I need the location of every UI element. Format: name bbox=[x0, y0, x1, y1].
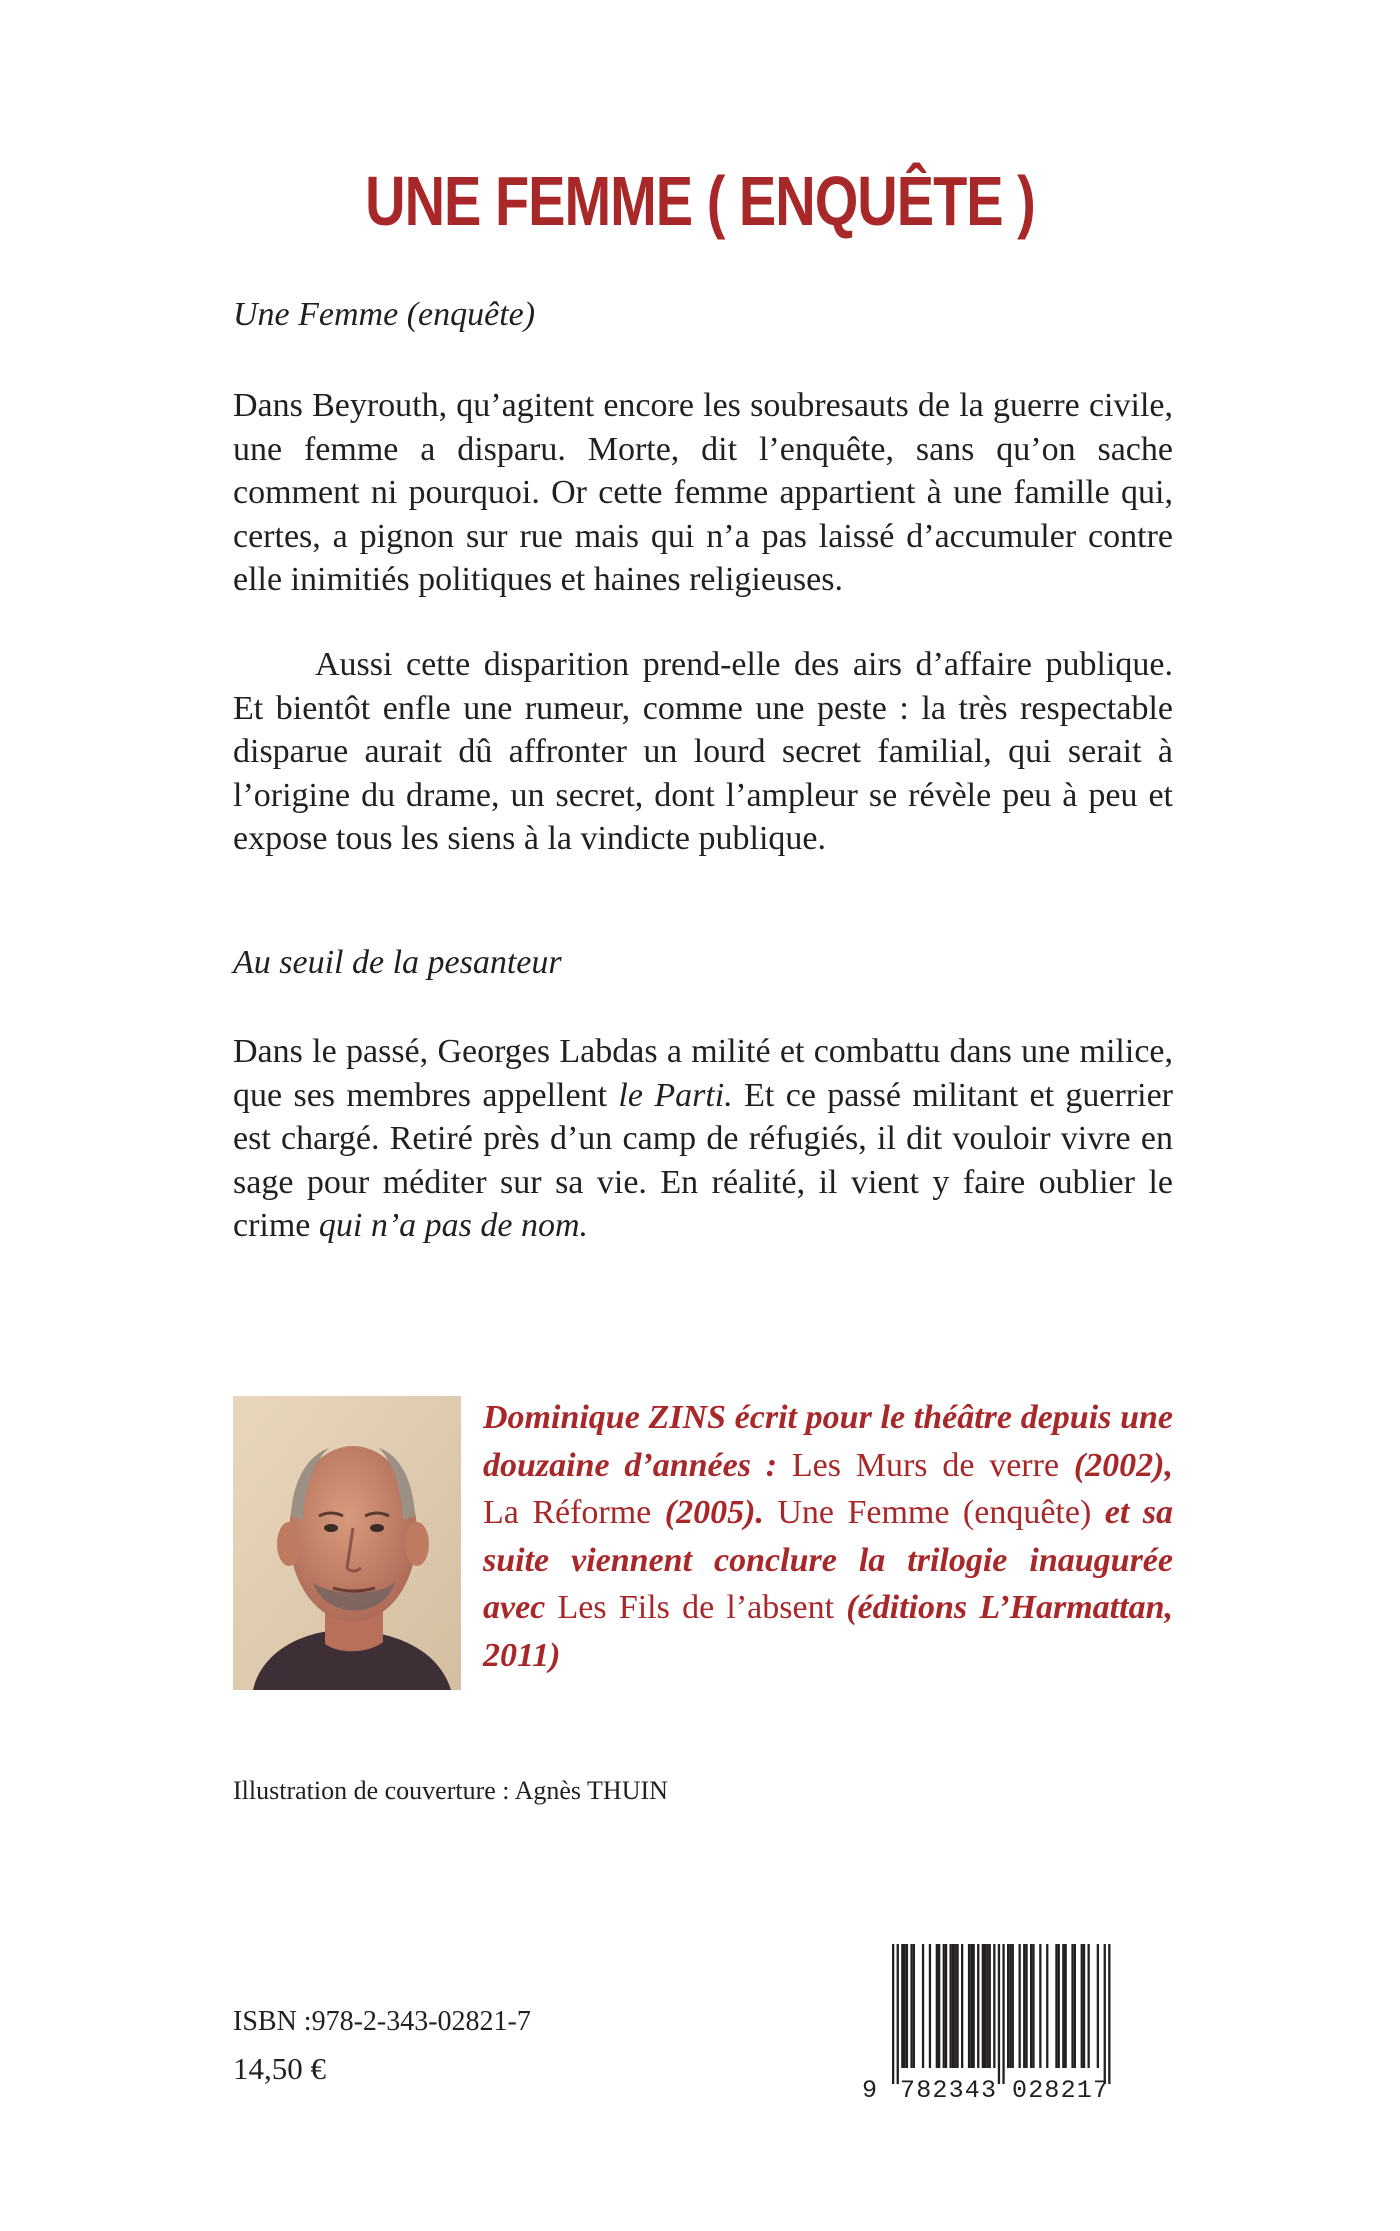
bio-text-run: Une Femme (enquête) bbox=[763, 1494, 1105, 1532]
barcode-bar bbox=[913, 1944, 915, 2068]
barcode-bar bbox=[970, 1944, 972, 2068]
barcode-bar bbox=[1104, 1944, 1106, 2084]
barcode-bar bbox=[910, 1944, 912, 2068]
bio-text-run: Les Murs de verre bbox=[777, 1446, 1074, 1484]
italic-text-run: le Parti. bbox=[618, 1076, 733, 1114]
barcode-bar bbox=[1062, 1944, 1064, 2068]
barcode-right-digits: 028217 bbox=[1012, 2076, 1110, 2099]
barcode-bar bbox=[901, 1944, 903, 2068]
barcode-bar bbox=[936, 1944, 938, 2068]
barcode-bar bbox=[892, 1944, 894, 2084]
barcode-bar bbox=[1071, 1944, 1073, 2068]
barcode-bar bbox=[977, 1944, 979, 2068]
bio-text-run: et sa suite viennent conclure la trilogie inaugurée avec bbox=[483, 1494, 1173, 1627]
barcode bbox=[862, 1940, 1139, 2099]
barcode-bar bbox=[1081, 1944, 1083, 2068]
barcode-bar bbox=[1074, 1944, 1076, 2068]
barcode-bar bbox=[986, 1944, 988, 2068]
barcode-bar bbox=[897, 1944, 899, 2084]
barcode-bar bbox=[1108, 1944, 1110, 2084]
barcode-bar bbox=[961, 1944, 963, 2068]
author-photo bbox=[233, 1396, 461, 1690]
barcode-bar bbox=[993, 1944, 995, 2068]
barcode-bar bbox=[998, 1944, 1000, 2084]
italic-text-run: qui n’a pas de nom. bbox=[318, 1207, 589, 1245]
barcode-bar bbox=[968, 1944, 970, 2068]
barcode-bar bbox=[1032, 1944, 1034, 2068]
barcode-bar bbox=[943, 1944, 945, 2068]
barcode-bar bbox=[1025, 1944, 1027, 2068]
barcode-bar bbox=[950, 1944, 952, 2068]
barcode-bar bbox=[1009, 1944, 1011, 2068]
barcode-bar bbox=[1023, 1944, 1025, 2068]
text-run: Dans le passé, Georges Labdas a milité et combattu dans une milice, que ses membres appellent bbox=[233, 1033, 1173, 1114]
section-heading-une-femme: Une Femme (enquête) bbox=[233, 296, 536, 333]
bio-text-run: Dominique ZINS écrit pour le théâtre depuis une douzaine d’années : bbox=[483, 1399, 1173, 1484]
bio-text-run: Les Fils de l’absent bbox=[545, 1589, 847, 1627]
barcode-bar bbox=[929, 1944, 931, 2068]
barcode-left-digits: 782343 bbox=[900, 2076, 998, 2099]
bio-text-run: (éditions L’Harmattan, 2011) bbox=[483, 1589, 1173, 1674]
isbn-number: ISBN :978-2-343-02821-7 bbox=[233, 2006, 531, 2037]
summary-paragraph-2: Aussi cette disparition prend-elle des airs d’affaire publique. Et bientôt enfle une rumeur, comme une peste : la très respectable disparue aurait dû affronter un lourd secret familial, qui serait à l’origine du drame, un secret, dont l’ampleur se révèle peu à peu et expose tous les siens à la vindicte publique. bbox=[233, 646, 1173, 858]
summary-paragraph-1: Dans Beyrouth, qu’agitent encore les soubresauts de la guerre civile, une femme a disparu. Morte, dit l’enquête, sans qu’on sache comment ni pourquoi. Or cette femme appartient à une famille qui, certes, a pignon sur rue mais qui n’a pas laissé d’accumuler contre elle inimitiés politiques et haines religieuses. bbox=[233, 387, 1173, 599]
barcode-bar bbox=[954, 1944, 956, 2068]
barcode-bar bbox=[1002, 1944, 1004, 2084]
barcode-bar bbox=[1088, 1944, 1090, 2068]
barcode-bar bbox=[1097, 1944, 1099, 2068]
barcode-bar bbox=[984, 1944, 986, 2068]
barcode-bar bbox=[1019, 1944, 1021, 2068]
price-label: 14,50 € bbox=[233, 2051, 326, 2086]
barcode-bar bbox=[956, 1944, 958, 2068]
barcode-bar bbox=[922, 1944, 924, 2068]
barcode-bar bbox=[973, 1944, 975, 2068]
barcode-bar bbox=[906, 1944, 908, 2068]
barcode-bar bbox=[938, 1944, 940, 2068]
illustration-credit: Illustration de couverture : Agnès THUIN bbox=[233, 1776, 668, 1805]
barcode-bar bbox=[1065, 1944, 1067, 2068]
barcode-bar bbox=[1030, 1944, 1032, 2068]
barcode-bar bbox=[945, 1944, 947, 2068]
section-heading-au-seuil: Au seuil de la pesanteur bbox=[233, 944, 562, 981]
barcode-bar bbox=[904, 1944, 906, 2068]
book-title: UNE FEMME ( ENQUÊTE ) bbox=[365, 161, 1035, 240]
barcode-bar bbox=[1007, 1944, 1009, 2068]
barcode-first-digit: 9 bbox=[862, 2076, 878, 2099]
barcode-bar bbox=[952, 1944, 954, 2068]
barcode-bar bbox=[1083, 1944, 1085, 2068]
barcode-bar bbox=[1055, 1944, 1057, 2068]
barcode-bar bbox=[982, 1944, 984, 2068]
bio-text-run: (2002), bbox=[1073, 1446, 1173, 1484]
bio-text-run: La Réforme bbox=[483, 1494, 665, 1532]
barcode-bar bbox=[1058, 1944, 1060, 2068]
barcode-bar bbox=[1039, 1944, 1041, 2068]
text-run: Et ce passé militant et guerrier est chargé. Retiré près d’un camp de réfugiés, il dit vouloir vivre en sage pour méditer sur sa vie. En réalité, il vient y faire oublier le crime bbox=[233, 1076, 1173, 1245]
barcode-bar bbox=[989, 1944, 991, 2068]
barcode-bar bbox=[1046, 1944, 1048, 2068]
author-biography bbox=[233, 1394, 1173, 1690]
summary-paragraph-3 bbox=[233, 1030, 1173, 1248]
barcode-bar bbox=[1012, 1944, 1014, 2068]
bio-text-run: (2005). bbox=[664, 1494, 764, 1532]
